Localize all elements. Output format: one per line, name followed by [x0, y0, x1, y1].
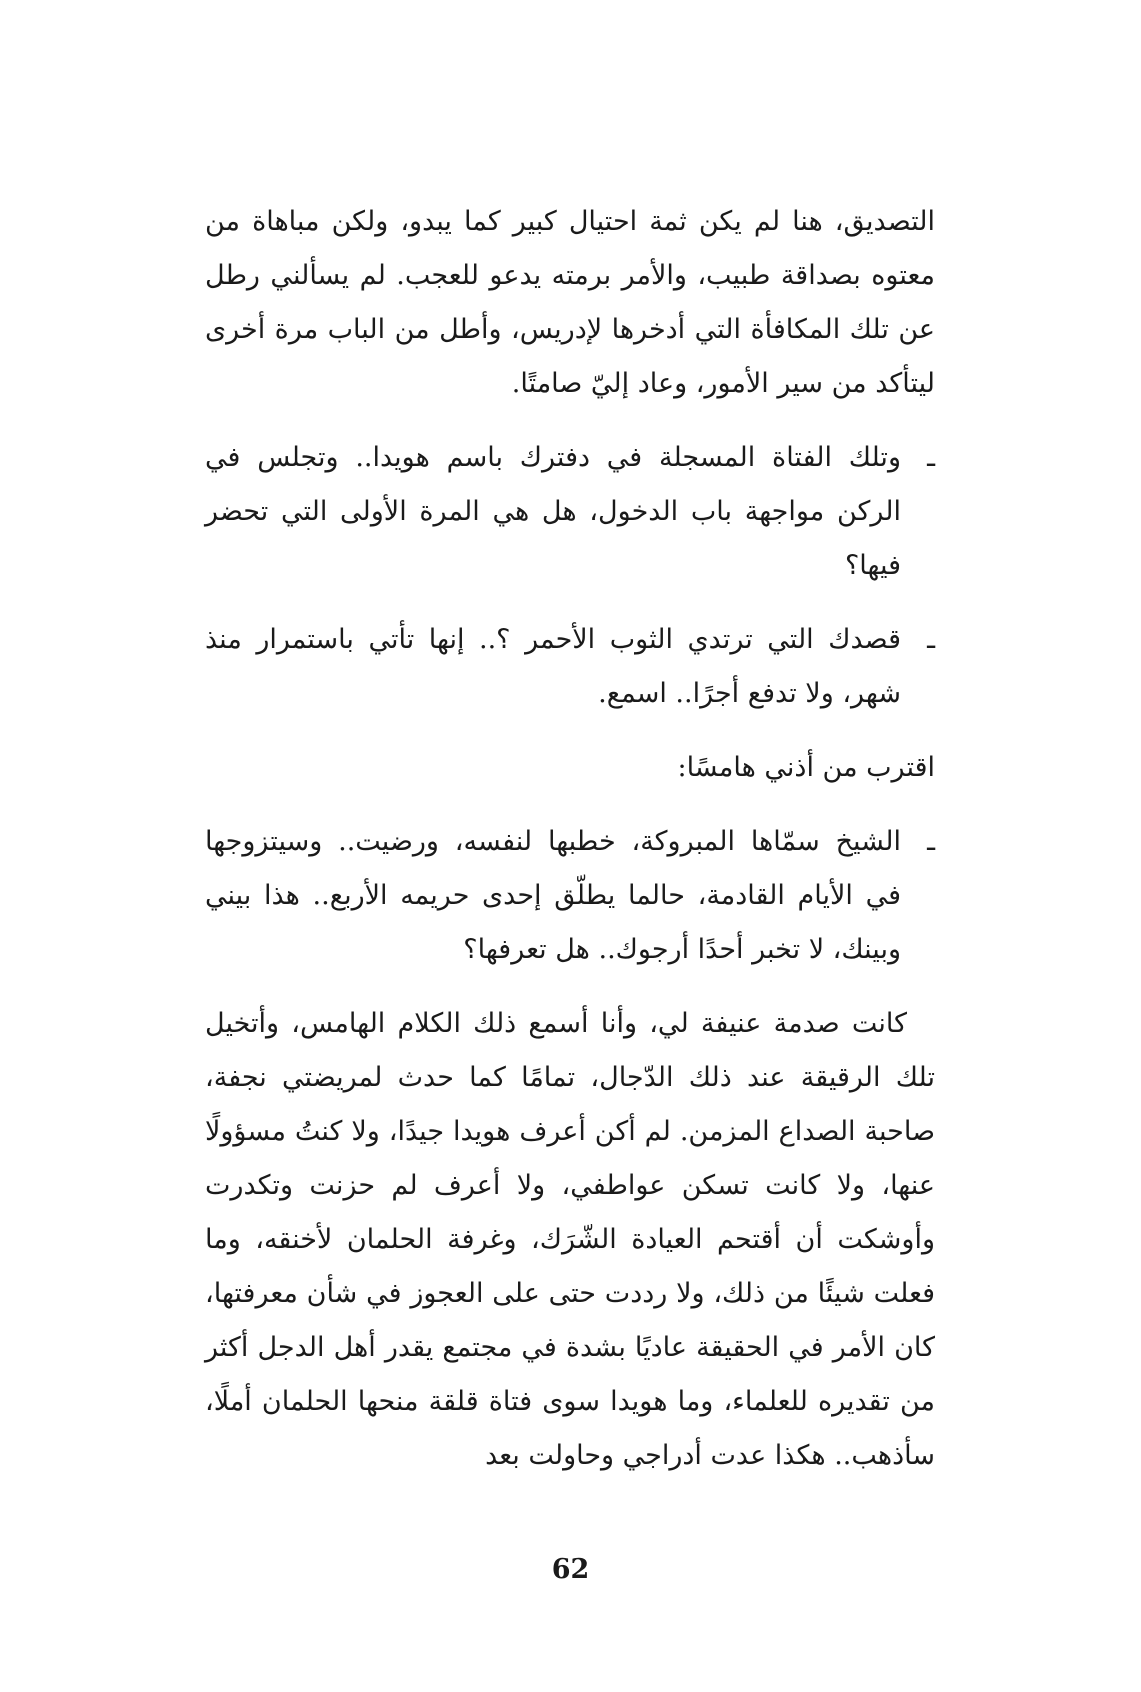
- page-body-text: [205, 195, 935, 1503]
- dialogue-text: وتلك الفتاة المسجلة في دفترك باسم هويدا.. وتجلس في الركن مواجهة باب الدخول، هل هي المرة الأولى التي تحضر فيها؟: [205, 442, 901, 581]
- dialogue-dash: ـ: [927, 826, 935, 857]
- narrative-paragraph: كانت صدمة عنيفة لي، وأنا أسمع ذلك الكلام الهامس، وأتخيل تلك الرقيقة عند ذلك الدّجال، تمامًا كما حدث لمريضتي نجفة، صاحبة الصداع المزمن. لم أكن أعرف هويدا جيدًا، ولا كنتُ مسؤولًا عنها، ولا كانت تسكن عواطفي، ولا أعرف لم حزنت وتكدرت وأوشكت أن أقتحم العيادة الشّرَك، وغرفة الحلمان لأخنقه، وما فعلت شيئًا من ذلك، ولا رددت حتى على العجوز في شأن معرفتها، كان الأمر في الحقيقة عاديًا بشدة في مجتمع يقدر أهل الدجل أكثر من تقديره للعلماء، وما هويدا سوى فتاة قلقة منحها الحلمان أملًا، سأذهب.. هكذا عدت أدراجي وحاولت بعد: [205, 1008, 935, 1471]
- narrative-paragraph: اقترب من أذني هامسًا:: [677, 752, 935, 783]
- narrative-paragraph: التصديق، هنا لم يكن ثمة احتيال كبير كما يبدو، ولكن مباهاة من معتوه بصداقة طبيب، والأمر برمته يدعو للعجب. لم يسألني رطل عن تلك المكافأة التي أدخرها لإدريس، وأطل من الباب مرة أخرى ليتأكد من سير الأمور، وعاد إليّ صامتًا.: [205, 206, 935, 399]
- dialogue-line: [205, 815, 935, 977]
- dialogue-text: قصدك التي ترتدي الثوب الأحمر ؟.. إنها تأتي باستمرار منذ شهر، ولا تدفع أجرًا.. اسمع.: [205, 624, 901, 709]
- dialogue-line: [205, 431, 935, 593]
- dialogue-text: الشيخ سمّاها المبروكة، خطبها لنفسه، ورضيت.. وسيتزوجها في الأيام القادمة، حالما يطلّق إحدى حريمه الأربع.. هذا بيني وبينك، لا تخبر أحدًا أرجوك.. هل تعرفها؟: [205, 826, 901, 965]
- dialogue-line: [205, 613, 935, 721]
- dialogue-dash: ـ: [927, 624, 935, 655]
- page-number: 62: [551, 1554, 590, 1585]
- dialogue-dash: ـ: [927, 442, 935, 473]
